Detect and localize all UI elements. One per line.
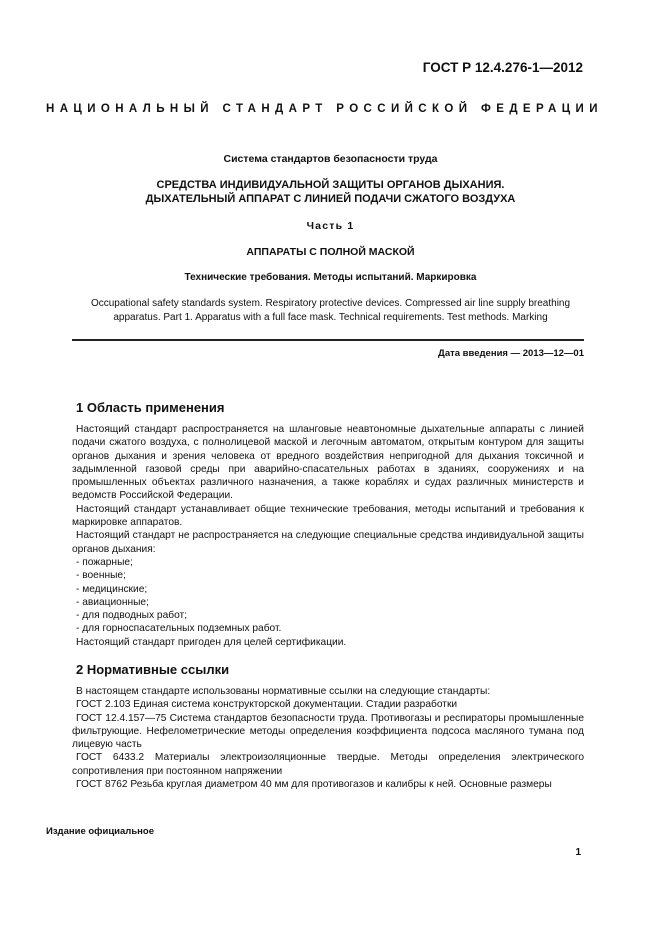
section-1-title: 1 Область применения: [76, 400, 225, 415]
national-standard-heading: НАЦИОНАЛЬНЫЙ СТАНДАРТ РОССИЙСКОЙ ФЕДЕРАЦИИ: [46, 103, 603, 115]
section-2-body: [72, 685, 584, 791]
main-title-line-2: ДЫХАТЕЛЬНЫЙ АППАРАТ С ЛИНИЕЙ ПОДАЧИ СЖАТОГО ВОЗДУХА: [145, 193, 516, 205]
section-1-paragraph: Настоящий стандарт не распространяется на следующие специальные средства индивидуальной защиты органов дыхания:: [72, 530, 584, 555]
page-number: 1: [575, 847, 581, 858]
introduction-date: Дата введения — 2013—12—01: [438, 348, 584, 359]
header-divider: [72, 339, 584, 341]
reference-entry: ГОСТ 8762 Резьба круглая диаметром 40 мм для противогазов и калибры к ней. Основные размеры: [76, 779, 552, 791]
section-1-paragraph: Настоящий стандарт распространяется на шланговые неавтономные дыхательные аппараты с линией подачи сжатого воздуха, с полнолицевой маской и легочным автоматом, открытым контуром для защиты органов дыхания и зрения человека от вредного воздействия непригодной для дыхания токсичной и задымленной газовой среды при аварийно-спасательных работах в зданиях, сооружениях и на промышленных объектах различного назначения, а также кораблях и судах различных министерств и ведомств Российской Федерации.: [72, 424, 584, 502]
english-title-line-2: apparatus. Part 1. Apparatus with a full face mask. Technical requirements. Test methods. Marking: [113, 311, 548, 323]
document-code: ГОСТ Р 12.4.276-1—2012: [422, 60, 583, 75]
reference-entry: ГОСТ 6433.2 Материалы электроизоляционные твердые. Методы определения электрического сопротивления при постоянном напряжении: [72, 752, 584, 777]
list-item: - медицинские;: [76, 583, 148, 595]
list-item: - пожарные;: [76, 556, 133, 568]
section-2-title: 2 Нормативные ссылки: [76, 662, 230, 677]
section-1-paragraph: Настоящий стандарт устанавливает общие технические требования, методы испытаний и требования к маркировке аппаратов.: [72, 503, 584, 529]
reference-entry: ГОСТ 12.4.157—75 Система стандартов безопасности труда. Противогазы и респираторы промышленные фильтрующие. Нефелометрические методы определения коэффициента подсоса масляного тумана под лицевую часть: [72, 712, 584, 751]
list-item: - для горноспасательных подземных работ.: [76, 623, 282, 635]
part-label: Часть 1: [306, 220, 355, 232]
reference-entry: ГОСТ 2.103 Единая система конструкторской документации. Стадии разработки: [76, 699, 458, 711]
official-edition-label: Издание официальное: [46, 826, 154, 837]
section-1-closing: Настоящий стандарт пригоден для целей сертификации.: [76, 636, 347, 648]
part-title: АППАРАТЫ С ПОЛНОЙ МАСКОЙ: [246, 246, 415, 258]
main-title-line-1: СРЕДСТВА ИНДИВИДУАЛЬНОЙ ЗАЩИТЫ ОРГАНОВ ДЫХАНИЯ.: [156, 179, 505, 191]
standards-system-title: Система стандартов безопасности труда: [223, 153, 438, 165]
main-title: [40, 178, 621, 206]
section-2-paragraph: В настоящем стандарте использованы нормативные ссылки на следующие стандарты:: [76, 686, 491, 697]
section-1-body: [72, 423, 584, 649]
list-item: - авиационные;: [76, 596, 149, 608]
english-title: [40, 297, 621, 324]
english-title-line-1: Occupational safety standards system. Respiratory protective devices. Compressed air line supply breathing: [90, 298, 571, 309]
document-scope-subtitle: Технические требования. Методы испытаний. Маркировка: [184, 272, 477, 283]
list-item: - военные;: [76, 570, 126, 582]
list-item: - для подводных работ;: [76, 610, 188, 622]
